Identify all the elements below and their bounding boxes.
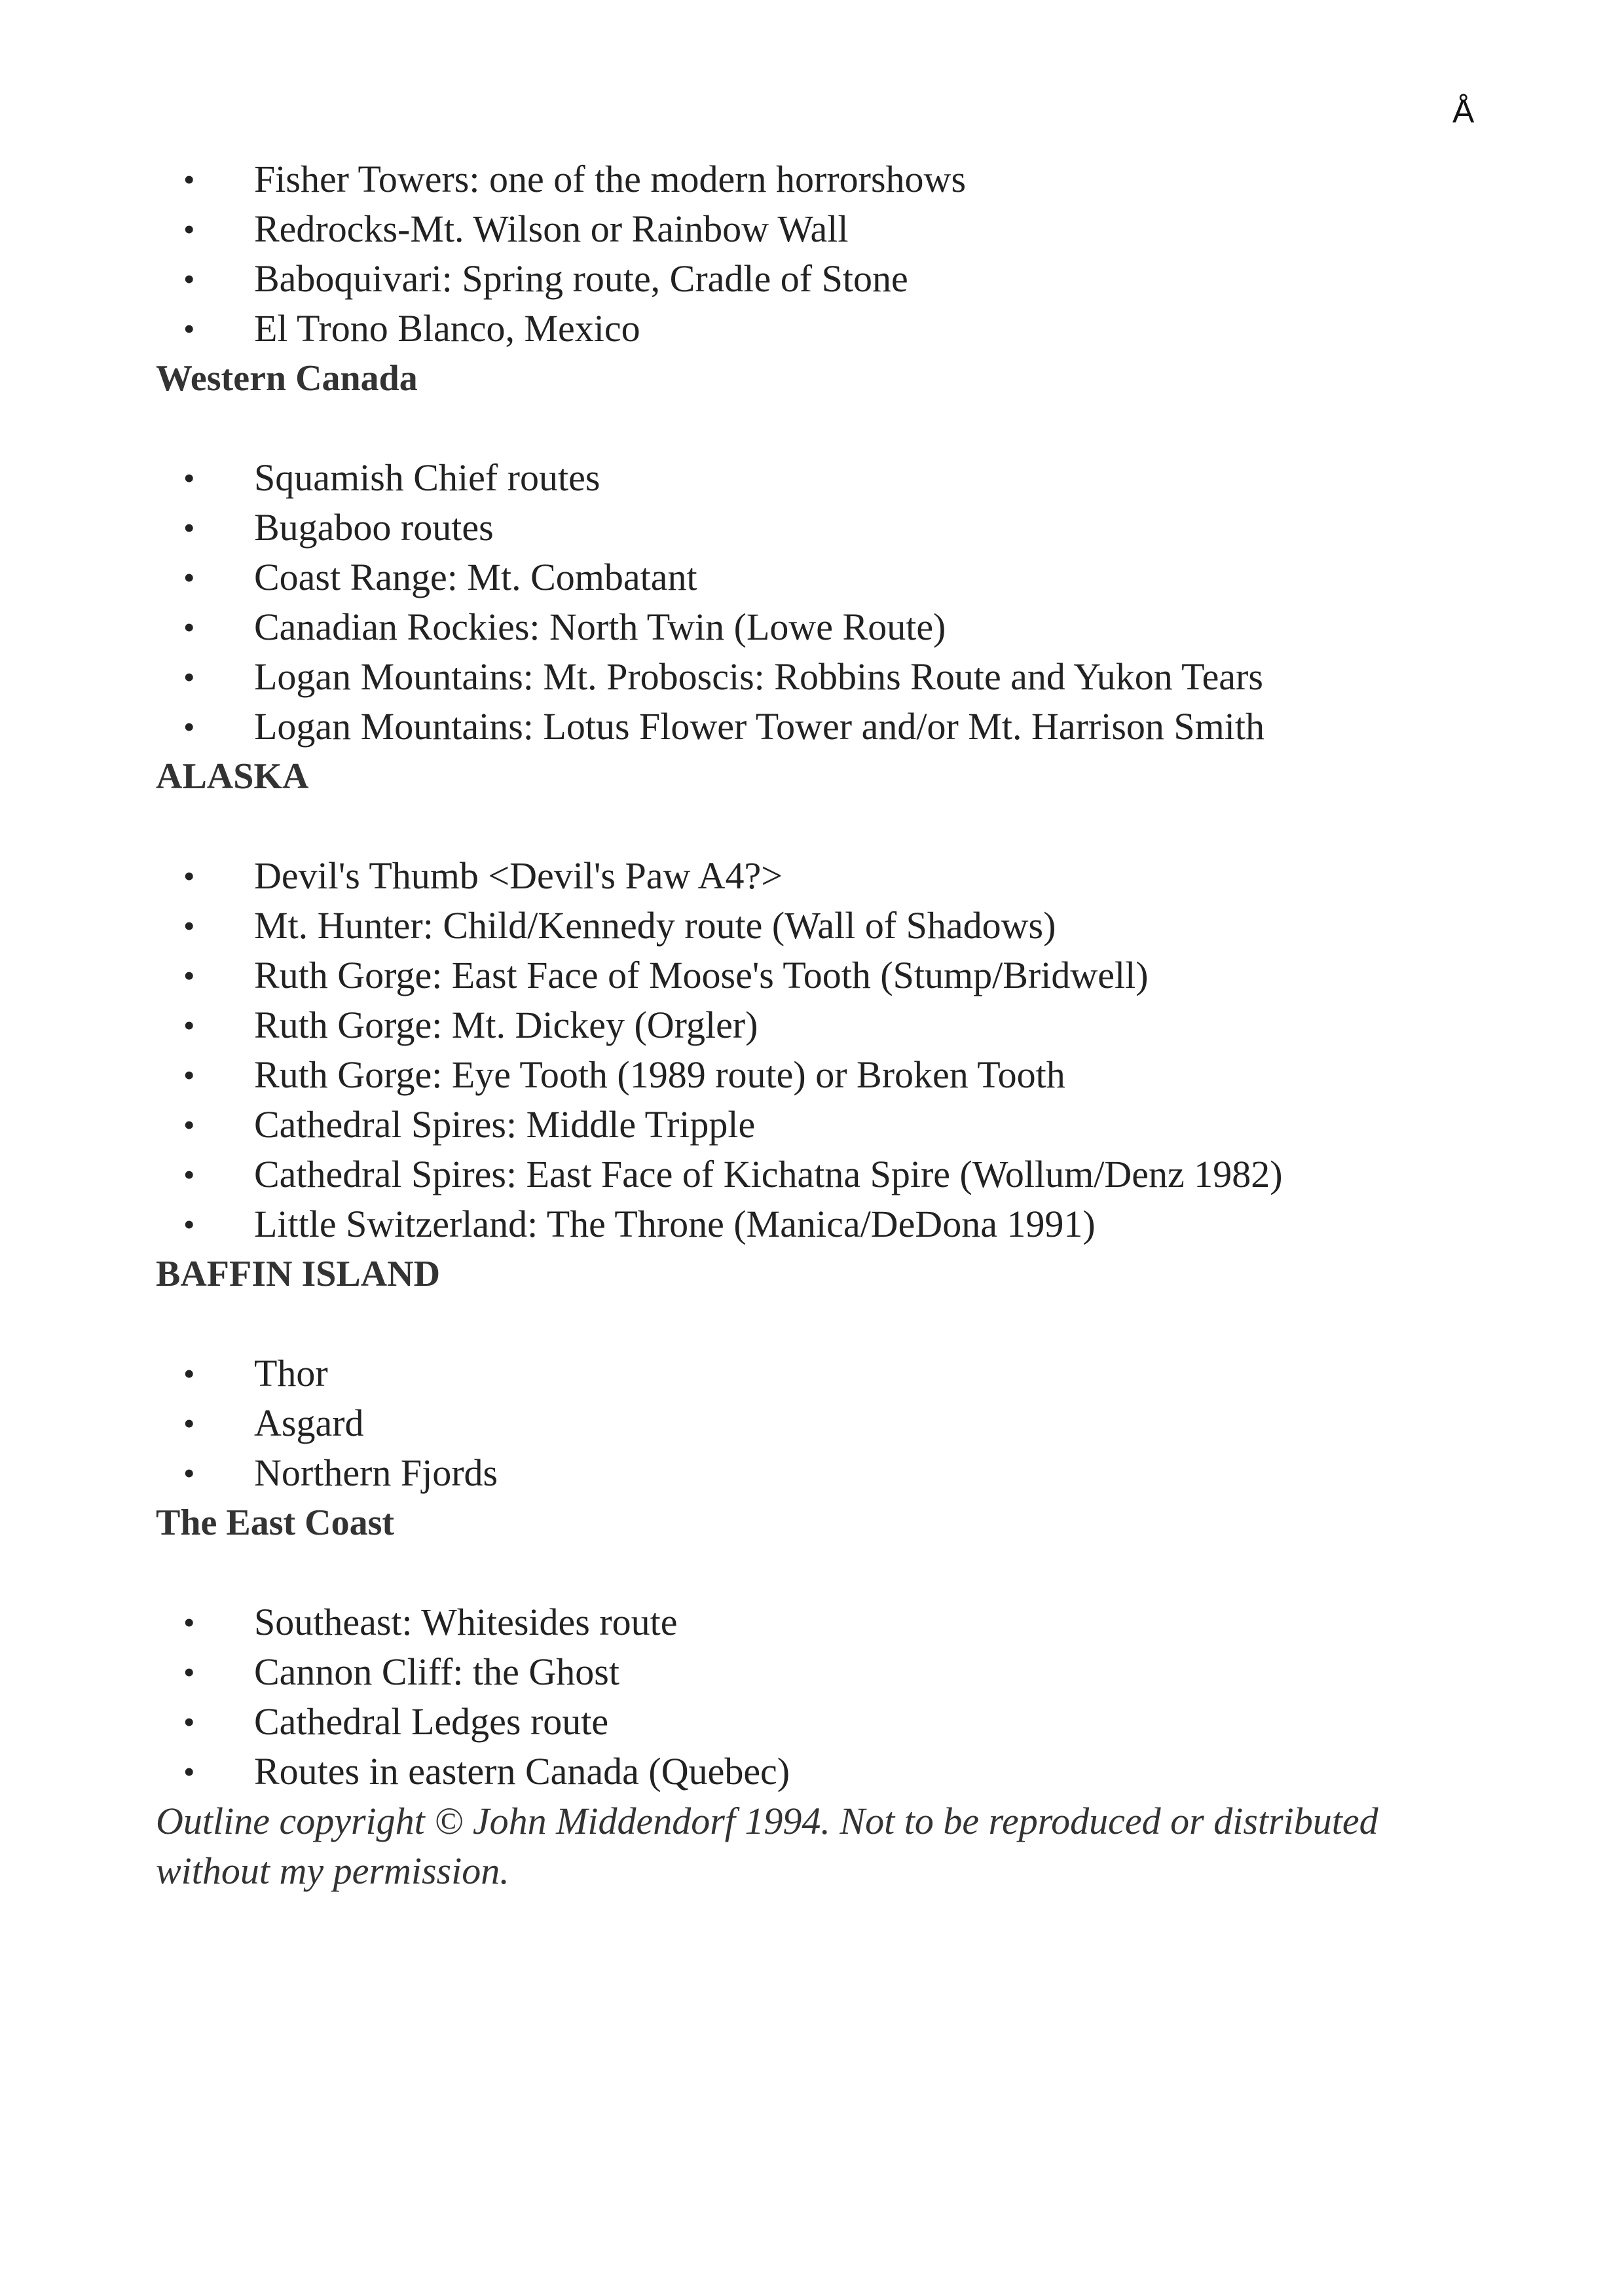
list-item bbox=[156, 304, 1466, 354]
bullet-icon: • bbox=[183, 1156, 195, 1193]
list-item bbox=[156, 851, 1466, 901]
page-mark: Å bbox=[1452, 93, 1475, 130]
list-item bbox=[156, 702, 1466, 752]
list-item bbox=[156, 1398, 1466, 1448]
east-coast-list bbox=[156, 1597, 1466, 1796]
copyright-notice: Outline copyright © John Middendorf 1994. Not to be reproduced or distributed without my permission. bbox=[156, 1800, 1378, 1892]
list-item-text: Northern Fjords bbox=[254, 1451, 498, 1494]
bullet-icon: • bbox=[183, 1704, 195, 1740]
bullet-icon: • bbox=[183, 1753, 195, 1790]
list-item-text: Canadian Rockies: North Twin (Lowe Route) bbox=[254, 606, 946, 648]
list-item-text: Little Switzerland: The Throne (Manica/DeDona 1991) bbox=[254, 1203, 1096, 1245]
list-item bbox=[156, 1647, 1466, 1697]
list-item-text: Cathedral Spires: East Face of Kichatna Spire (Wollum/Denz 1982) bbox=[254, 1153, 1283, 1195]
list-item bbox=[156, 204, 1466, 254]
bullet-icon: • bbox=[183, 211, 195, 247]
bullet-icon: • bbox=[183, 1405, 195, 1442]
list-item-text: Routes in eastern Canada (Quebec) bbox=[254, 1750, 790, 1793]
bullet-icon: • bbox=[183, 1106, 195, 1143]
section-heading-baffin-island: BAFFIN ISLAND bbox=[156, 1254, 441, 1294]
list-item-text: Squamish Chief routes bbox=[254, 456, 600, 499]
list-item-text: Fisher Towers: one of the modern horrorshows bbox=[254, 158, 967, 200]
list-item bbox=[156, 1100, 1466, 1150]
list-item bbox=[156, 453, 1466, 503]
bullet-icon: • bbox=[183, 1057, 195, 1093]
bullet-icon: • bbox=[183, 1007, 195, 1044]
section-heading-east-coast: The East Coast bbox=[156, 1503, 395, 1543]
bullet-icon: • bbox=[183, 907, 195, 944]
list-item-text: Coast Range: Mt. Combatant bbox=[254, 556, 697, 598]
bullet-icon: • bbox=[183, 1604, 195, 1641]
spacer bbox=[156, 801, 1466, 851]
list-item-text: Cannon Cliff: the Ghost bbox=[254, 1650, 619, 1693]
list-item-text: Thor bbox=[254, 1352, 328, 1394]
list-item-text: Baboquivari: Spring route, Cradle of Stone bbox=[254, 257, 908, 300]
bullet-icon: • bbox=[183, 858, 195, 894]
list-item bbox=[156, 503, 1466, 553]
list-item bbox=[156, 1448, 1466, 1498]
list-item bbox=[156, 901, 1466, 951]
list-item-text: El Trono Blanco, Mexico bbox=[254, 307, 640, 350]
list-item bbox=[156, 1199, 1466, 1249]
bullet-icon: • bbox=[183, 161, 195, 198]
list-item-text: Ruth Gorge: East Face of Moose's Tooth (Stump/Bridwell) bbox=[254, 954, 1149, 996]
baffin-island-list bbox=[156, 1349, 1466, 1498]
list-item bbox=[156, 1597, 1466, 1647]
spacer bbox=[156, 1548, 1466, 1597]
bullet-icon: • bbox=[183, 708, 195, 745]
list-item bbox=[156, 652, 1466, 702]
list-item bbox=[156, 1000, 1466, 1050]
list-item-text: Mt. Hunter: Child/Kennedy route (Wall of Shadows) bbox=[254, 904, 1056, 947]
alaska-list bbox=[156, 851, 1466, 1249]
list-item-text: Asgard bbox=[254, 1402, 364, 1444]
bullet-icon: • bbox=[183, 460, 195, 496]
bullet-icon: • bbox=[183, 1654, 195, 1690]
list-item-text: Ruth Gorge: Eye Tooth (1989 route) or Broken Tooth bbox=[254, 1053, 1065, 1096]
section-heading-western-canada: Western Canada bbox=[156, 358, 418, 399]
list-item-text: Logan Mountains: Mt. Proboscis: Robbins Route and Yukon Tears bbox=[254, 655, 1263, 698]
bullet-icon: • bbox=[183, 1206, 195, 1243]
list-item bbox=[156, 1697, 1466, 1747]
bullet-icon: • bbox=[183, 559, 195, 596]
list-item bbox=[156, 254, 1466, 304]
list-item bbox=[156, 1349, 1466, 1398]
section-heading-alaska: ALASKA bbox=[156, 756, 309, 797]
list-item bbox=[156, 1150, 1466, 1199]
list-item-text: Ruth Gorge: Mt. Dickey (Orgler) bbox=[254, 1004, 758, 1046]
spacer bbox=[156, 1299, 1466, 1349]
list-item-text: Southeast: Whitesides route bbox=[254, 1601, 678, 1643]
bullet-icon: • bbox=[183, 1355, 195, 1392]
list-item-text: Cathedral Spires: Middle Tripple bbox=[254, 1103, 756, 1146]
western-canada-list bbox=[156, 453, 1466, 752]
list-item bbox=[156, 553, 1466, 602]
list-item-text: Devil's Thumb <Devil's Paw A4?> bbox=[254, 854, 783, 897]
list-item-text: Logan Mountains: Lotus Flower Tower and/or Mt. Harrison Smith bbox=[254, 705, 1265, 748]
bullet-icon: • bbox=[183, 310, 195, 347]
list-item-text: Bugaboo routes bbox=[254, 506, 494, 549]
bullet-icon: • bbox=[183, 261, 195, 297]
list-item bbox=[156, 155, 1466, 204]
bullet-icon: • bbox=[183, 1455, 195, 1491]
bullet-icon: • bbox=[183, 659, 195, 695]
list-item bbox=[156, 602, 1466, 652]
document-body bbox=[156, 155, 1466, 1896]
bullet-icon: • bbox=[183, 509, 195, 546]
list-item bbox=[156, 1747, 1466, 1796]
list-item-text: Redrocks-Mt. Wilson or Rainbow Wall bbox=[254, 208, 849, 250]
section-1-list bbox=[156, 155, 1466, 354]
list-item bbox=[156, 1050, 1466, 1100]
list-item-text: Cathedral Ledges route bbox=[254, 1700, 609, 1743]
bullet-icon: • bbox=[183, 957, 195, 994]
list-item bbox=[156, 951, 1466, 1000]
spacer bbox=[156, 403, 1466, 453]
bullet-icon: • bbox=[183, 609, 195, 646]
